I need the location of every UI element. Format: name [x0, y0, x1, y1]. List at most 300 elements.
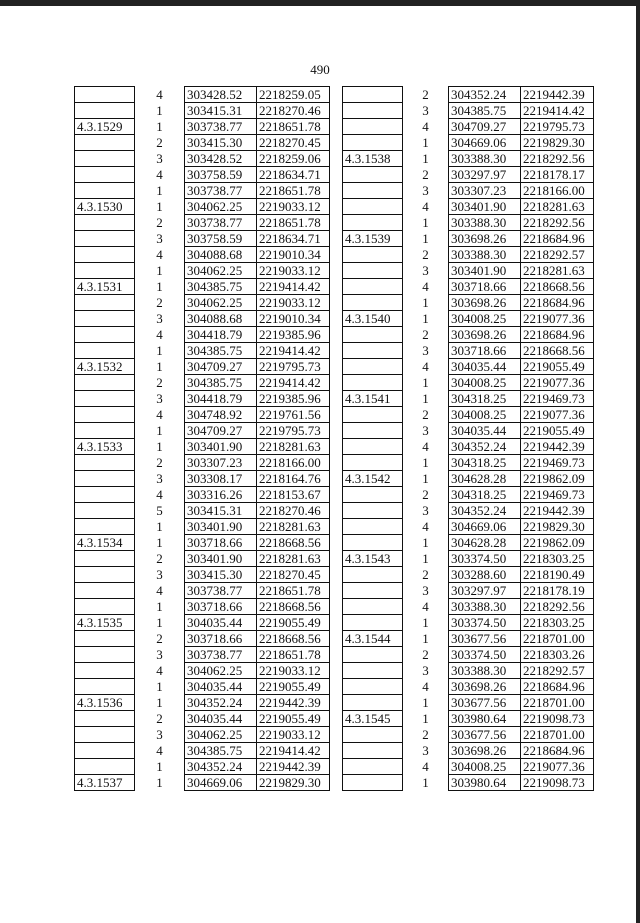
coordinate-x: 303374.50: [449, 551, 521, 567]
point-number: 4: [135, 743, 185, 759]
point-number: 3: [403, 343, 449, 359]
coordinate-x: 304062.25: [185, 727, 257, 743]
coordinate-row: [75, 103, 330, 119]
parcel-id-empty: [75, 151, 135, 167]
coordinate-y: 2219077.36: [521, 311, 594, 327]
coordinate-y: 2219761.56: [257, 407, 330, 423]
parcel-id-empty: [343, 183, 403, 199]
coordinate-row: [75, 359, 330, 375]
coordinate-x: 303738.77: [185, 647, 257, 663]
parcel-id-empty: [75, 519, 135, 535]
coordinate-row: [343, 87, 594, 103]
parcel-id-empty: [75, 215, 135, 231]
coordinate-x: 303415.31: [185, 103, 257, 119]
coordinate-x: 304088.68: [185, 247, 257, 263]
coordinate-y: 2219414.42: [257, 279, 330, 295]
point-number: 1: [135, 103, 185, 119]
parcel-id-empty: [75, 647, 135, 663]
point-number: 4: [135, 247, 185, 263]
coordinate-x: 304035.44: [185, 615, 257, 631]
coordinate-x: 303677.56: [449, 727, 521, 743]
coordinate-x: 303401.90: [185, 519, 257, 535]
coordinate-row: [75, 343, 330, 359]
parcel-id-empty: [343, 503, 403, 519]
coordinate-row: [75, 455, 330, 471]
point-number: 2: [135, 375, 185, 391]
coordinate-y: 2218153.67: [257, 487, 330, 503]
coordinate-x: 303415.31: [185, 503, 257, 519]
coordinate-x: 304709.27: [449, 119, 521, 135]
coordinate-row: [343, 279, 594, 295]
point-number: 1: [135, 279, 185, 295]
coordinate-row: [75, 295, 330, 311]
coordinates-table-right: [342, 86, 594, 791]
coordinate-row: [75, 551, 330, 567]
coordinate-x: 304035.44: [449, 423, 521, 439]
coordinate-row: [343, 647, 594, 663]
coordinate-y: 2218292.57: [521, 663, 594, 679]
coordinate-x: 303980.64: [449, 711, 521, 727]
coordinate-row: [75, 615, 330, 631]
coordinate-row: [75, 759, 330, 775]
point-number: 4: [135, 327, 185, 343]
coordinate-row: [343, 679, 594, 695]
coordinate-y: 2219829.30: [257, 775, 330, 791]
coordinate-row: [75, 327, 330, 343]
coordinate-row: [75, 743, 330, 759]
coordinate-y: 2219098.73: [521, 775, 594, 791]
parcel-id-empty: [75, 743, 135, 759]
parcel-id-empty: [343, 359, 403, 375]
point-number: 2: [135, 551, 185, 567]
point-number: 3: [135, 151, 185, 167]
coordinate-y: 2219033.12: [257, 663, 330, 679]
parcel-id-empty: [75, 599, 135, 615]
coordinate-row: [343, 103, 594, 119]
point-number: 3: [403, 583, 449, 599]
coordinate-x: 304418.79: [185, 327, 257, 343]
parcel-id: 4.3.1539: [343, 231, 403, 247]
coordinate-row: [343, 343, 594, 359]
coordinate-row: [75, 215, 330, 231]
point-number: 5: [135, 503, 185, 519]
point-number: 4: [403, 119, 449, 135]
parcel-id-empty: [343, 519, 403, 535]
point-number: 4: [135, 663, 185, 679]
coordinate-x: 304352.24: [449, 439, 521, 455]
parcel-id-empty: [343, 279, 403, 295]
coordinate-y: 2218684.96: [521, 743, 594, 759]
point-number: 1: [403, 711, 449, 727]
coordinate-y: 2218651.78: [257, 215, 330, 231]
coordinate-row: [75, 439, 330, 455]
coordinate-x: 304669.06: [449, 519, 521, 535]
coordinate-row: [343, 567, 594, 583]
coordinate-y: 2219795.73: [521, 119, 594, 135]
parcel-id-empty: [75, 631, 135, 647]
coordinate-row: [75, 167, 330, 183]
parcel-id-empty: [343, 599, 403, 615]
coordinate-x: 303698.26: [449, 295, 521, 311]
coordinate-row: [343, 215, 594, 231]
parcel-id-empty: [75, 375, 135, 391]
coordinate-x: 303401.90: [185, 439, 257, 455]
coordinate-x: 304385.75: [449, 103, 521, 119]
coordinate-row: [343, 151, 594, 167]
coordinate-row: [343, 551, 594, 567]
point-number: 4: [403, 759, 449, 775]
coordinate-x: 303677.56: [449, 695, 521, 711]
parcel-id-empty: [343, 327, 403, 343]
parcel-id: [343, 87, 403, 103]
point-number: 4: [135, 167, 185, 183]
coordinate-y: 2219795.73: [257, 423, 330, 439]
coordinate-x: 304669.06: [185, 775, 257, 791]
page-number: 490: [310, 62, 330, 77]
point-number: 1: [135, 519, 185, 535]
coordinate-row: [75, 279, 330, 295]
coordinate-row: [343, 519, 594, 535]
coordinate-row: [75, 391, 330, 407]
point-number: 1: [135, 615, 185, 631]
parcel-id: 4.3.1531: [75, 279, 135, 295]
coordinate-row: [343, 471, 594, 487]
point-number: 2: [403, 87, 449, 103]
coordinate-y: 2219055.49: [257, 711, 330, 727]
coordinate-row: [343, 503, 594, 519]
coordinate-x: 304008.25: [449, 311, 521, 327]
coordinate-y: 2218668.56: [521, 279, 594, 295]
parcel-id-empty: [75, 295, 135, 311]
coordinate-x: 303374.50: [449, 647, 521, 663]
coordinate-x: 304062.25: [185, 295, 257, 311]
coordinate-y: 2219414.42: [521, 103, 594, 119]
point-number: 1: [135, 695, 185, 711]
point-number: 4: [403, 679, 449, 695]
coordinate-y: 2219077.36: [521, 407, 594, 423]
parcel-id-empty: [343, 439, 403, 455]
coordinate-y: 2219055.49: [257, 679, 330, 695]
parcel-id-empty: [343, 423, 403, 439]
coordinate-x: 304709.27: [185, 423, 257, 439]
coordinate-x: 303698.26: [449, 327, 521, 343]
point-number: 4: [135, 87, 185, 103]
coordinate-x: 303698.26: [449, 231, 521, 247]
point-number: 3: [135, 727, 185, 743]
parcel-id-empty: [75, 263, 135, 279]
coordinate-y: 2219829.30: [521, 135, 594, 151]
coordinate-row: [75, 471, 330, 487]
point-number: 1: [403, 775, 449, 791]
coordinate-y: 2218634.71: [257, 167, 330, 183]
parcel-id-empty: [75, 711, 135, 727]
point-number: 1: [403, 551, 449, 567]
parcel-id: 4.3.1545: [343, 711, 403, 727]
coordinate-y: 2218684.96: [521, 231, 594, 247]
coordinate-row: [75, 535, 330, 551]
coordinate-x: 304669.06: [449, 135, 521, 151]
point-number: 4: [403, 359, 449, 375]
coordinate-y: 2218701.00: [521, 695, 594, 711]
coordinate-y: 2219033.12: [257, 295, 330, 311]
coordinate-row: [343, 167, 594, 183]
coordinate-x: 304628.28: [449, 471, 521, 487]
coordinate-y: 2218166.00: [257, 455, 330, 471]
parcel-id-empty: [75, 247, 135, 263]
point-number: 3: [135, 391, 185, 407]
coordinate-x: 304352.24: [449, 87, 521, 103]
coordinate-y: 2219385.96: [257, 327, 330, 343]
parcel-id-empty: [343, 119, 403, 135]
coordinate-y: 2219862.09: [521, 471, 594, 487]
coordinate-y: 2219442.39: [257, 759, 330, 775]
point-number: 2: [403, 647, 449, 663]
parcel-id-empty: [343, 263, 403, 279]
coordinate-x: 304318.25: [449, 391, 521, 407]
point-number: 1: [135, 599, 185, 615]
coordinate-x: 303388.30: [449, 599, 521, 615]
parcel-id-empty: [75, 727, 135, 743]
coordinate-x: 303388.30: [449, 151, 521, 167]
coordinate-y: 2218668.56: [257, 599, 330, 615]
parcel-id-empty: [343, 215, 403, 231]
coordinate-row: [343, 327, 594, 343]
parcel-id-empty: [75, 503, 135, 519]
point-number: 1: [135, 775, 185, 791]
coordinate-y: 2218701.00: [521, 727, 594, 743]
parcel-id-empty: [343, 375, 403, 391]
point-number: 3: [135, 311, 185, 327]
parcel-id-empty: [75, 423, 135, 439]
coordinate-row: [75, 567, 330, 583]
coordinate-row: [75, 583, 330, 599]
coordinate-row: [343, 743, 594, 759]
parcel-id-empty: [343, 103, 403, 119]
parcel-id-empty: [343, 743, 403, 759]
parcel-id: 4.3.1538: [343, 151, 403, 167]
coordinate-y: 2218303.25: [521, 551, 594, 567]
coordinate-x: 303415.30: [185, 135, 257, 151]
coordinate-row: [75, 375, 330, 391]
coordinate-x: 304748.92: [185, 407, 257, 423]
parcel-id-empty: [75, 135, 135, 151]
coordinate-y: 2219414.42: [257, 743, 330, 759]
coordinate-row: [343, 375, 594, 391]
point-number: 1: [403, 151, 449, 167]
parcel-id-empty: [75, 679, 135, 695]
parcel-id-empty: [75, 327, 135, 343]
coordinate-row: [343, 311, 594, 327]
coordinate-row: [343, 663, 594, 679]
point-number: 1: [403, 695, 449, 711]
point-number: 3: [403, 183, 449, 199]
coordinate-y: 2218281.63: [521, 199, 594, 215]
coordinate-row: [75, 647, 330, 663]
coordinate-y: 2219010.34: [257, 247, 330, 263]
parcel-id-empty: [343, 647, 403, 663]
coordinate-row: [343, 727, 594, 743]
point-number: 1: [135, 343, 185, 359]
coordinate-x: 304352.24: [449, 503, 521, 519]
parcel-id-empty: [75, 311, 135, 327]
coordinate-x: 303718.66: [449, 279, 521, 295]
coordinate-x: 303758.59: [185, 167, 257, 183]
coordinate-row: [75, 87, 330, 103]
coordinate-x: 303698.26: [449, 679, 521, 695]
coordinate-y: 2218164.76: [257, 471, 330, 487]
coordinate-x: 303698.26: [449, 743, 521, 759]
coordinate-y: 2218259.06: [257, 151, 330, 167]
coordinate-x: 304062.25: [185, 263, 257, 279]
parcel-id: 4.3.1530: [75, 199, 135, 215]
point-number: 1: [135, 439, 185, 455]
parcel-id-empty: [343, 247, 403, 263]
parcel-id: [75, 87, 135, 103]
point-number: 4: [135, 487, 185, 503]
parcel-id-empty: [343, 775, 403, 791]
coordinate-x: 303738.77: [185, 119, 257, 135]
coordinate-row: [75, 679, 330, 695]
coordinate-row: [75, 711, 330, 727]
point-number: 2: [403, 247, 449, 263]
coordinate-x: 303401.90: [449, 263, 521, 279]
coordinate-row: [75, 407, 330, 423]
coordinates-table-left: [74, 86, 330, 791]
coordinate-row: [343, 359, 594, 375]
point-number: 3: [135, 471, 185, 487]
coordinate-x: 303388.30: [449, 247, 521, 263]
point-number: 1: [403, 631, 449, 647]
parcel-id-empty: [343, 615, 403, 631]
coordinate-x: 304418.79: [185, 391, 257, 407]
coordinate-y: 2218292.56: [521, 151, 594, 167]
parcel-id-empty: [343, 759, 403, 775]
point-number: 1: [403, 311, 449, 327]
point-number: 1: [403, 231, 449, 247]
coordinate-y: 2219795.73: [257, 359, 330, 375]
coordinate-y: 2218190.49: [521, 567, 594, 583]
parcel-id: 4.3.1540: [343, 311, 403, 327]
parcel-id-empty: [343, 727, 403, 743]
parcel-id: 4.3.1533: [75, 439, 135, 455]
coordinate-x: 303288.60: [449, 567, 521, 583]
coordinate-x: 303718.66: [185, 631, 257, 647]
coordinate-row: [75, 231, 330, 247]
point-number: 2: [403, 167, 449, 183]
coordinate-y: 2219442.39: [521, 87, 594, 103]
coordinate-x: 303718.66: [185, 535, 257, 551]
coordinate-y: 2219033.12: [257, 199, 330, 215]
coordinate-y: 2218292.57: [521, 247, 594, 263]
point-number: 1: [135, 759, 185, 775]
coordinate-row: [343, 423, 594, 439]
coordinate-x: 303401.90: [185, 551, 257, 567]
coordinate-y: 2218270.46: [257, 103, 330, 119]
coordinate-row: [343, 183, 594, 199]
point-number: 4: [403, 439, 449, 455]
coordinate-y: 2219469.73: [521, 455, 594, 471]
coordinate-x: 304088.68: [185, 311, 257, 327]
coordinate-x: 303428.52: [185, 151, 257, 167]
point-number: 1: [403, 535, 449, 551]
parcel-id: 4.3.1542: [343, 471, 403, 487]
coordinate-y: 2219010.34: [257, 311, 330, 327]
parcel-id-empty: [75, 103, 135, 119]
coordinate-x: 303980.64: [449, 775, 521, 791]
point-number: 1: [135, 183, 185, 199]
coordinate-x: 303738.77: [185, 583, 257, 599]
coordinate-x: 303718.66: [449, 343, 521, 359]
coordinate-x: 304385.75: [185, 375, 257, 391]
point-number: 1: [135, 535, 185, 551]
parcel-id-empty: [343, 167, 403, 183]
coordinate-x: 304318.25: [449, 455, 521, 471]
coordinate-row: [75, 263, 330, 279]
coordinate-x: 304062.25: [185, 663, 257, 679]
coordinate-x: 303297.97: [449, 167, 521, 183]
coordinate-x: 303718.66: [185, 599, 257, 615]
point-number: 2: [403, 487, 449, 503]
point-number: 3: [403, 423, 449, 439]
parcel-id: 4.3.1529: [75, 119, 135, 135]
point-number: 2: [135, 135, 185, 151]
coordinate-y: 2219414.42: [257, 343, 330, 359]
point-number: 4: [135, 583, 185, 599]
point-number: 1: [403, 375, 449, 391]
coordinate-row: [343, 711, 594, 727]
coordinate-y: 2218178.17: [521, 167, 594, 183]
parcel-id-empty: [343, 567, 403, 583]
parcel-id-empty: [343, 583, 403, 599]
coordinate-x: 304352.24: [185, 695, 257, 711]
point-number: 1: [403, 615, 449, 631]
point-number: 2: [135, 455, 185, 471]
point-number: 1: [135, 119, 185, 135]
coordinate-x: 304352.24: [185, 759, 257, 775]
coordinate-row: [75, 135, 330, 151]
point-number: 1: [403, 471, 449, 487]
point-number: 3: [403, 663, 449, 679]
coordinate-x: 304318.25: [449, 487, 521, 503]
coordinate-y: 2218259.05: [257, 87, 330, 103]
coordinate-x: 303308.17: [185, 471, 257, 487]
point-number: 4: [403, 279, 449, 295]
coordinate-x: 303307.23: [185, 455, 257, 471]
coordinate-x: 303316.26: [185, 487, 257, 503]
coordinate-row: [75, 247, 330, 263]
coordinate-x: 303428.52: [185, 87, 257, 103]
parcel-id-empty: [75, 167, 135, 183]
coordinate-row: [343, 487, 594, 503]
parcel-id: 4.3.1541: [343, 391, 403, 407]
point-number: 1: [403, 215, 449, 231]
coordinate-row: [343, 535, 594, 551]
parcel-id: 4.3.1537: [75, 775, 135, 791]
coordinate-row: [343, 247, 594, 263]
parcel-id-empty: [343, 407, 403, 423]
point-number: 1: [135, 423, 185, 439]
parcel-id-empty: [75, 471, 135, 487]
coordinate-x: 303388.30: [449, 215, 521, 231]
point-number: 4: [403, 599, 449, 615]
coordinate-y: 2219469.73: [521, 487, 594, 503]
coordinate-row: [343, 615, 594, 631]
point-number: 2: [135, 215, 185, 231]
scan-edge-top: [0, 0, 640, 6]
parcel-id: 4.3.1532: [75, 359, 135, 375]
scan-edge-right: [636, 0, 640, 923]
coordinate-row: [75, 119, 330, 135]
